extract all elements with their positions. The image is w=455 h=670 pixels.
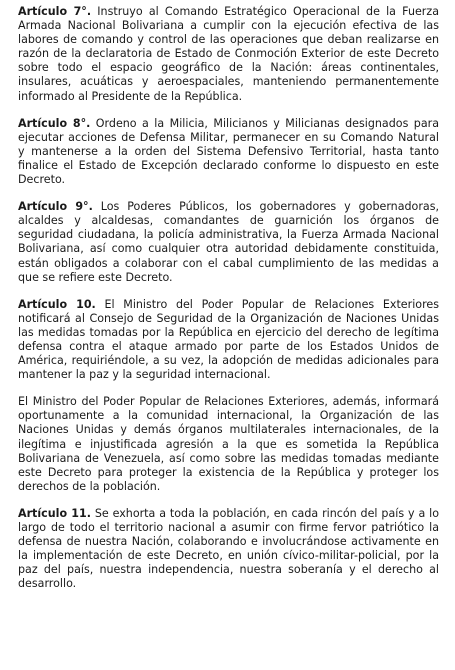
article-10-label: Artículo 10. [18, 297, 96, 311]
article-8-label: Artículo 8°. [18, 116, 91, 130]
article-7-label: Artículo 7°. [18, 5, 92, 18]
article-11-label: Artículo 11. [18, 506, 91, 520]
article-10-continuation-text: El Ministro del Poder Popular de Relaciones Exteriores, además, informará oportunamente a la comunidad internacional, la Organización de las Naciones Unidas y demás órganos multilaterales internacionales, de la ilegítima e injustificada agresión a la que es sometida la República Bolivariana de Venezuela, así como sobre las medidas tomadas mediante este Decreto para proteger la existencia de la República y proteger los derechos de la población. [18, 395, 439, 493]
article-10-paragraph [18, 298, 439, 383]
article-10-text: El Ministro del Poder Popular de Relaciones Exteriores notificará al Consejo de Seguridad de la Organización de Naciones Unidas las medidas tomadas por la República en ejercicio del derecho de legítima defensa contra el ataque armado por parte de los Estados Unidos de América, requiriéndole, a su vez, la adopción de medidas adicionales para mantener la paz y la seguridad internacional. [18, 297, 439, 382]
article-9-text: Los Poderes Públicos, los gobernadores y gobernadoras, alcaldes y alcaldesas, comandantes de guarnición los órganos de seguridad ciudadana, la policía administrativa, la Fuerza Armada Nacional Bolivariana, así como cualquier otra autoridad debidamente constituida, están obligados a colaborar con el cabal cumplimiento de las medidas a que se refiere este Decreto. [18, 200, 440, 284]
article-7-text: Instruyo al Comando Estratégico Operacional de la Fuerza Armada Nacional Bolivariana a cumplir con la ejecución efectiva de las labores de comando y control de las operaciones que deban realizarse en razón de la declaratoria de Estado de Conmoción Exterior de este Decreto sobre todo el espacio geográfico de la Nación: áreas continentales, insulares, acuáticas y aeroespaciales, manteniendo permanentemente informado al Presidente de la República. [18, 5, 439, 103]
article-8-paragraph [18, 117, 439, 187]
article-9-label: Artículo 9°. [18, 200, 93, 214]
article-9-paragraph [18, 200, 439, 285]
article-8-text: Ordeno a la Milicia, Milicianos y Milicianas designados para ejecutar acciones de Defensa Militar, permanecer en su Comando Natural y mantenerse a la orden del Sistema Defensivo Territorial, hasta tanto finalice el Estado de Excepción declarado conforme lo dispuesto en este Decreto. [18, 116, 439, 187]
article-10-continuation-paragraph [18, 395, 439, 494]
article-11-text: Se exhorta a toda la población, en cada rincón del país y a lo largo de todo el territorio nacional a asumir con firme fervor patriótico la defensa de nuestra Nación, colaborando e involucrándose activamente en la implementación de este Decreto, en unión cívico-militar-policial, por la paz del país, nuestra independencia, nuestra soberanía y el derecho al desarrollo. [18, 506, 440, 591]
article-7-paragraph [18, 5, 439, 104]
article-11-paragraph [18, 507, 439, 592]
